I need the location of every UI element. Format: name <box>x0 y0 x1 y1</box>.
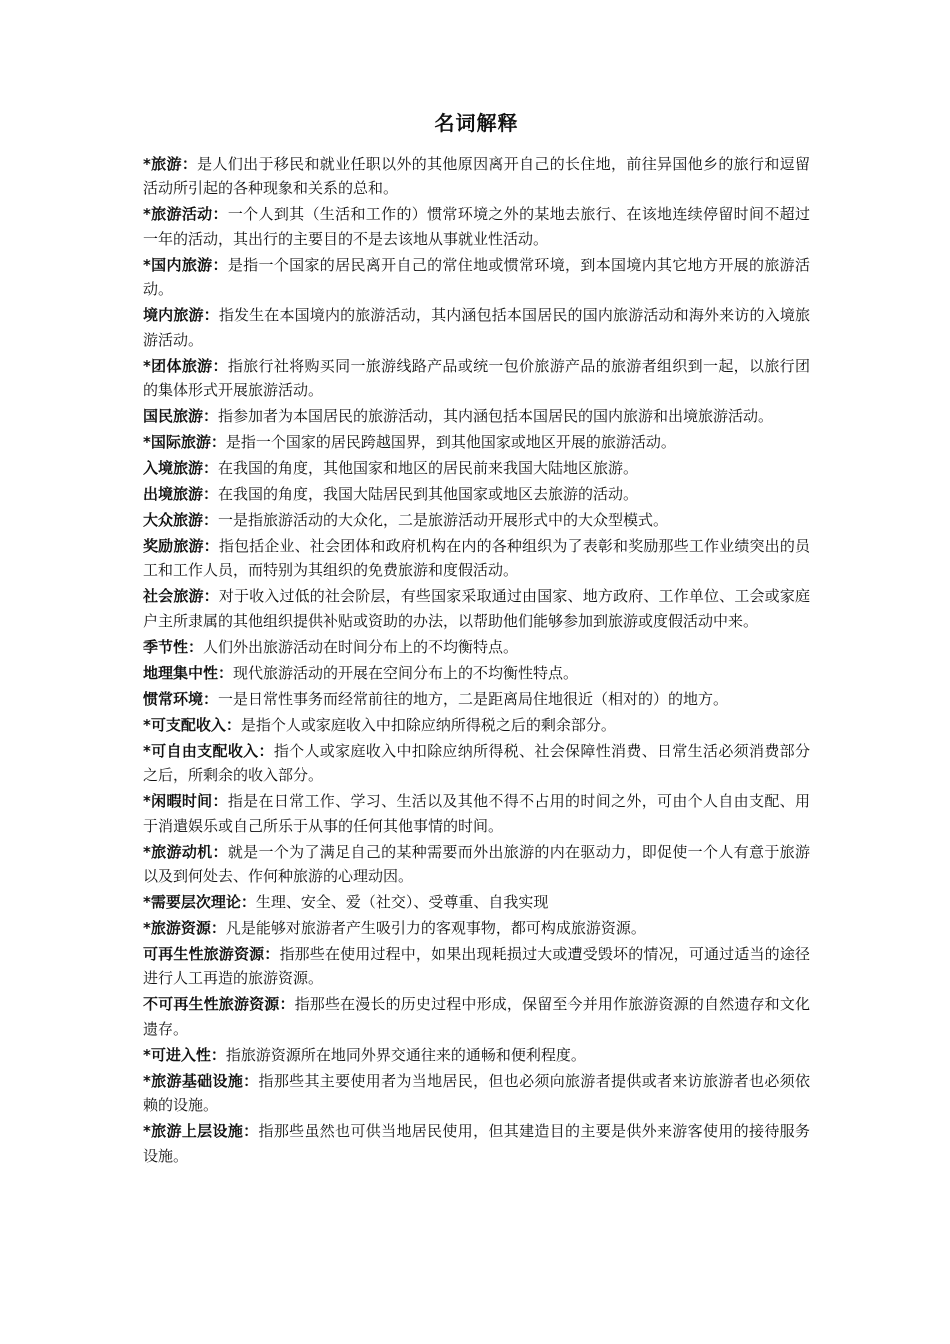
glossary-term: *旅游动机： <box>143 842 228 861</box>
glossary-term: 境内旅游： <box>143 306 219 325</box>
glossary-term: 可再生性旅游资源： <box>143 945 280 964</box>
glossary-term: *需要层次理论： <box>143 893 256 912</box>
glossary-definition: 指个人或家庭收入中扣除应纳所得税、社会保障性消费、日常生活必须消费部分之后，所剩余的收入部分。 <box>143 741 810 785</box>
glossary-entry <box>143 635 810 659</box>
glossary-term: *闲暇时间： <box>143 792 228 811</box>
glossary-definition: 指那些其主要使用者为当地居民，但也必须向旅游者提供或者来访旅游者也必须依赖的设施。 <box>143 1071 810 1115</box>
glossary-term: *可支配收入： <box>143 715 241 734</box>
glossary-entry <box>143 1043 810 1067</box>
glossary-list <box>143 152 810 1168</box>
glossary-entry <box>143 508 810 532</box>
glossary-entry <box>143 1069 810 1118</box>
glossary-definition: 凡是能够对旅游者产生吸引力的客观事物，都可构成旅游资源。 <box>225 919 646 938</box>
glossary-term: 大众旅游： <box>143 511 219 530</box>
glossary-term: *可自由支配收入： <box>143 741 274 760</box>
glossary-term: 不可再生性旅游资源： <box>143 995 295 1014</box>
glossary-entry <box>143 202 810 251</box>
glossary-term: 出境旅游： <box>143 485 219 504</box>
glossary-term: 惯常环境： <box>143 689 219 708</box>
glossary-entry <box>143 430 810 454</box>
glossary-entry <box>143 1119 810 1168</box>
glossary-entry <box>143 890 810 914</box>
glossary-entry <box>143 152 810 201</box>
glossary-entry <box>143 789 810 838</box>
glossary-entry <box>143 916 810 940</box>
glossary-entry <box>143 354 810 403</box>
glossary-term: 地理集中性： <box>143 663 234 682</box>
glossary-term: *旅游基础设施： <box>143 1071 259 1090</box>
glossary-definition: 指那些在使用过程中，如果出现耗损过大或遭受毁坏的情况，可通过适当的途径进行人工再造的旅游资源。 <box>143 945 810 988</box>
glossary-entry <box>143 992 810 1041</box>
glossary-term: *旅游活动： <box>143 205 228 224</box>
glossary-term: *国内旅游： <box>143 255 228 274</box>
glossary-definition: 对于收入过低的社会阶层，有些国家采取通过由国家、地方政府、工作单位、工会或家庭户主所隶属的其他组织提供补贴或资助的办法，以帮助他们能够参加到旅游或度假活动中来。 <box>143 587 810 630</box>
glossary-entry <box>143 661 810 685</box>
glossary-definition: 一个人到其（生活和工作的）惯常环境之外的某地去旅行、在该地连续停留时间不超过一年的活动，其出行的主要目的不是去该地从事就业性活动。 <box>143 205 810 248</box>
glossary-definition: 一是日常性事务而经常前往的地方，二是距离局住地很近（相对的）的地方。 <box>218 689 729 708</box>
glossary-definition: 指参加者为本国居民的旅游活动，其内涵包括本国居民的国内旅游和出境旅游活动。 <box>218 407 774 426</box>
glossary-definition: 就是一个为了满足自己的某种需要而外出旅游的内在驱动力，即促使一个人有意于旅游以及到何处去、作何种旅游的心理动因。 <box>143 842 810 886</box>
glossary-term: *国际旅游： <box>143 433 226 452</box>
glossary-definition: 人们外出旅游活动在时间分布上的不均衡特点。 <box>203 637 519 656</box>
glossary-entry <box>143 404 810 428</box>
glossary-definition: 生理、安全、爱（社交）、受尊重、自我实现 <box>255 893 549 912</box>
glossary-definition: 现代旅游活动的开展在空间分布上的不均衡性特点。 <box>233 663 579 682</box>
glossary-term: *团体旅游： <box>143 356 228 375</box>
glossary-definition: 指是在日常工作、学习、生活以及其他不得不占用的时间之外，可由个人自由支配、用于消遣娱乐或自己所乐于从事的任何其他事情的时间。 <box>143 792 810 835</box>
glossary-entry <box>143 584 810 633</box>
glossary-term: *旅游： <box>143 155 198 173</box>
glossary-entry <box>143 840 810 889</box>
glossary-term: 季节性： <box>143 637 204 656</box>
glossary-term: 社会旅游： <box>143 587 219 606</box>
glossary-definition: 指那些虽然也可供当地居民使用，但其建造目的主要是供外来游客使用的接待服务设施。 <box>143 1122 810 1165</box>
glossary-entry <box>143 303 810 352</box>
glossary-term: 国民旅游： <box>143 407 219 426</box>
glossary-entry <box>143 687 810 711</box>
glossary-entry <box>143 942 810 991</box>
glossary-definition: 是人们出于移民和就业任职以外的其他原因离开自己的长住地，前往异国他乡的旅行和逗留活动所引起的各种现象和关系的总和。 <box>143 155 810 198</box>
glossary-term: *旅游资源： <box>143 919 226 938</box>
glossary-entry <box>143 713 810 737</box>
glossary-definition: 是指个人或家庭收入中扣除应纳所得税之后的剩余部分。 <box>240 715 616 734</box>
glossary-definition: 是指一个国家的居民离开自己的常住地或惯常环境，到本国境内其它地方开展的旅游活动。 <box>143 255 810 299</box>
glossary-term: 入境旅游： <box>143 459 219 478</box>
glossary-term: 奖励旅游： <box>143 537 219 556</box>
glossary-definition: 指发生在本国境内的旅游活动，其内涵包括本国居民的国内旅游活动和海外来访的入境旅游活动。 <box>143 306 810 349</box>
glossary-definition: 一是指旅游活动的大众化，二是旅游活动开展形式中的大众型模式。 <box>218 511 669 530</box>
glossary-entry <box>143 253 810 302</box>
glossary-definition: 指旅行社将购买同一旅游线路产品或统一包价旅游产品的旅游者组织到一起，以旅行团的集体形式开展旅游活动。 <box>143 356 810 400</box>
glossary-term: *可进入性： <box>143 1045 226 1064</box>
glossary-entry <box>143 456 810 480</box>
glossary-definition: 是指一个国家的居民跨越国界，到其他国家或地区开展的旅游活动。 <box>225 433 676 452</box>
glossary-definition: 在我国的角度，其他国家和地区的居民前来我国大陆地区旅游。 <box>218 459 639 478</box>
glossary-definition: 指那些在漫长的历史过程中形成，保留至今并用作旅游资源的自然遗存和文化遗存。 <box>143 995 810 1038</box>
page-title: 名词解释 <box>434 111 519 135</box>
glossary-definition: 指包括企业、社会团体和政府机构在内的各种组织为了表彰和奖励那些工作业绩突出的员工和工作人员，而特别为其组织的免费旅游和度假活动。 <box>143 537 810 580</box>
glossary-definition: 指旅游资源所在地同外界交通往来的通畅和便利程度。 <box>225 1045 586 1064</box>
glossary-entry <box>143 482 810 506</box>
glossary-definition: 在我国的角度，我国大陆居民到其他国家或地区去旅游的活动。 <box>218 485 639 504</box>
glossary-term: *旅游上层设施： <box>143 1122 259 1141</box>
glossary-entry <box>143 534 810 583</box>
glossary-entry <box>143 739 810 788</box>
